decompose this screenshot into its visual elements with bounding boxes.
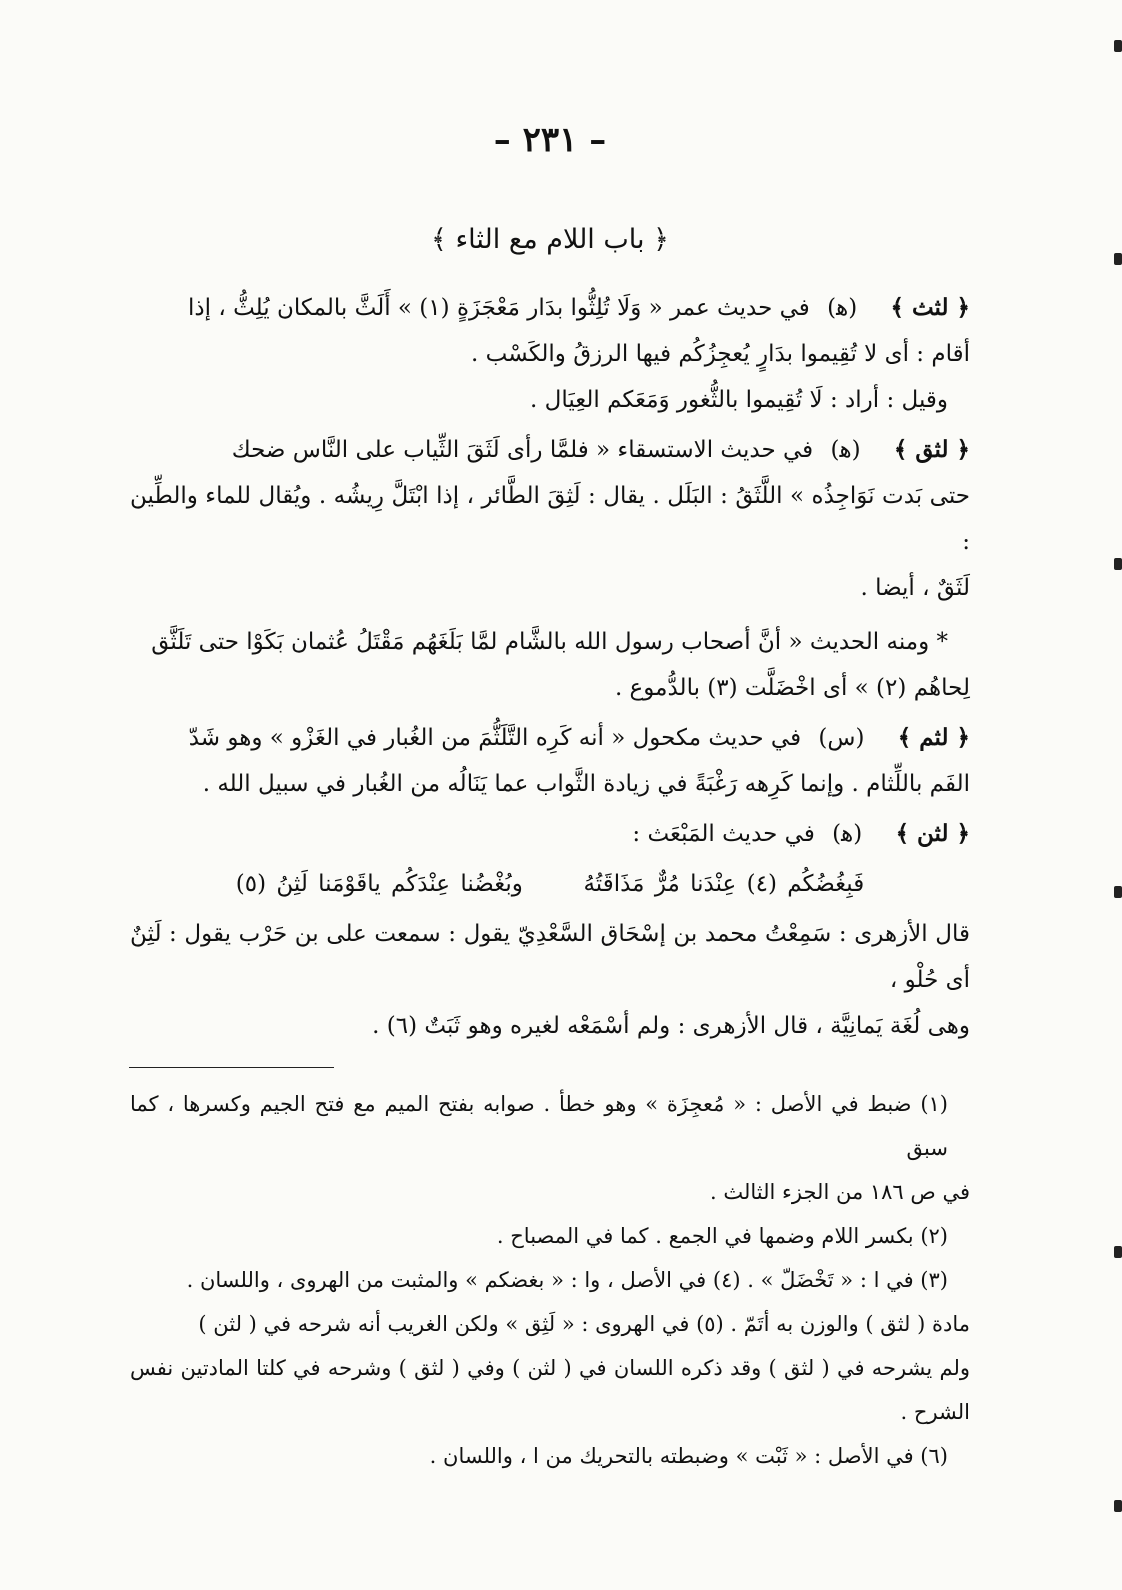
entry-source-mark: (ﻫ) bbox=[832, 821, 863, 847]
entry-text: في حديث المَبْعَث : bbox=[632, 821, 815, 847]
entry-headword: ﴿ لثن ﴾ bbox=[895, 820, 970, 847]
margin-mark bbox=[1114, 40, 1122, 52]
entry-line: لِحاهُم (٢) » أى اخْضَلَّت (٣) بالدُّموع . bbox=[614, 675, 970, 701]
entry-headword: ﴿ لثم ﴾ bbox=[897, 724, 970, 751]
document-page bbox=[130, 120, 970, 1478]
margin-mark bbox=[1114, 1500, 1122, 1512]
entry-line: حتى بَدت نَوَاجِذُه » اللَّثَقُ : البَلَل . يقال : لَثِقَ الطَّائر ، إذا ابْتَلَّ رِيشُه . ويُقال للماء والطِّين : bbox=[130, 483, 970, 555]
verse-first-hemistich: فَبِغُضُكُم (٤) عِنْدَنا مُرٌّ مَذَاقَتُهُ bbox=[583, 871, 865, 897]
footnote bbox=[130, 1082, 970, 1214]
closing-paragraph bbox=[130, 911, 970, 1049]
entry-source-mark: (ﻫ) bbox=[827, 295, 858, 321]
entry-line: الفَم باللِّثام . وإنما كَرِهه رَغْبَةً في زيادة الثَّواب عما يَنَالُه من الغُبار في سبيل الله . bbox=[202, 771, 970, 797]
entry-text: في حديث عمر « وَلَا تُلِثُّوا بدَار مَعْجَزَةٍ (١) » أَلَثَّ بالمكان يُلِثُّ ، إذا bbox=[188, 295, 810, 321]
entry-lthq bbox=[130, 427, 970, 711]
verse-second-hemistich: وبُغْضُنا عِنْدَكُم ياقَوْمَنا لَثِنُ (٥) bbox=[235, 871, 523, 897]
entry-lthth bbox=[130, 285, 970, 423]
entry-text: في حديث الاستسقاء « فلمَّا رأى لَثَقَ الثِّياب على النَّاس ضحك bbox=[231, 437, 814, 463]
entry-source-mark: (س) bbox=[818, 725, 865, 751]
entry-line: وقيل : أراد : لَا تُقِيموا بالثُّغور وَمَعَكم العِيَال . bbox=[530, 387, 948, 413]
entry-line: * ومنه الحديث « أنَّ أصحاب رسول الله بالشَّام لمَّا بَلَغَهُم مَقْتَلُ عُثمان بَكَوْا حتى تَلَثَّق bbox=[151, 629, 948, 655]
chapter-title: ﴿ باب اللام مع الثاء ﴾ bbox=[431, 224, 669, 255]
footnote-line: في ص ١٨٦ من الجزء الثالث . bbox=[710, 1180, 970, 1204]
entry-lthm bbox=[130, 715, 970, 807]
footnote-line: ولم يشرحه في ( لثق ) وقد ذكره اللسان في ( لثن ) وفي ( لثق ) وشرحه في كلتا المادتين نفس الشرح . bbox=[130, 1356, 970, 1424]
entry-line: أقام : أى لا تُقِيموا بدَارٍ يُعجِزُكُم فيها الرزقُ والكَسْب . bbox=[470, 341, 970, 367]
footnote-line: (١) ضبط في الأصل : « مُعجِزَة » وهو خطأ . صوابه بفتح الميم مع فتح الجيم وكسرها ، كما سبق bbox=[130, 1092, 948, 1160]
margin-mark bbox=[1114, 886, 1122, 898]
footnote-line: (٢) بكسر اللام وضمها في الجمع . كما في المصباح . bbox=[496, 1224, 948, 1248]
paragraph-line: وهى لُغَة يَمانِيَّة ، قال الأزهرى : ولم أسْمَعْه لغيره وهو ثَبَتٌ (٦) . bbox=[372, 1013, 970, 1039]
entry-line: لَثَقٌ ، أيضا . bbox=[860, 575, 970, 601]
poetry-verse bbox=[130, 861, 970, 907]
footnote bbox=[130, 1214, 970, 1258]
entry-line bbox=[130, 811, 970, 857]
entry-line bbox=[130, 715, 970, 761]
footnote-line: (٦) في الأصل : « ثَبْت » وضبطته بالتحريك من ا ، واللسان . bbox=[429, 1444, 948, 1468]
footnotes bbox=[130, 1082, 970, 1478]
footnote-line: مادة ( لثق ) والوزن به أتَمّ . (٥) في الهروى : « لَثِق » ولكن الغريب أنه شرحه في ( لثن ) bbox=[198, 1312, 970, 1336]
margin-mark bbox=[1114, 1246, 1122, 1258]
margin-mark bbox=[1114, 253, 1122, 265]
entry-lthn bbox=[130, 811, 970, 857]
entry-line bbox=[130, 427, 970, 473]
footnote-line: (٣) في ا : « تَخْضَلّ » . (٤) في الأصل ، وا : « بغضكم » والمثبت من الهروى ، واللسان . bbox=[186, 1268, 948, 1292]
entry-source-mark: (ﻫ) bbox=[830, 437, 861, 463]
entry-text: في حديث مكحول « أنه كَرِه التَّلَثُّمَ من الغُبار في الغَزْو » وهو شَدّ bbox=[188, 725, 802, 751]
paragraph-line: قال الأزهرى : سَمِعْتُ محمد بن إسْحَاق السَّعْدِيّ يقول : سمعت على بن حَرْب يقول : لَثِنٌ أى حُلْو ، bbox=[130, 921, 970, 993]
footnote bbox=[130, 1258, 970, 1434]
entry-headword: ﴿ لثق ﴾ bbox=[893, 436, 970, 463]
entry-headword: ﴿ لثث ﴾ bbox=[890, 294, 970, 321]
footnote-divider bbox=[129, 1067, 334, 1068]
footnote bbox=[130, 1434, 970, 1478]
margin-mark bbox=[1114, 558, 1122, 570]
entry-line bbox=[130, 285, 970, 331]
page-number: – ٢٣١ – bbox=[493, 120, 607, 160]
